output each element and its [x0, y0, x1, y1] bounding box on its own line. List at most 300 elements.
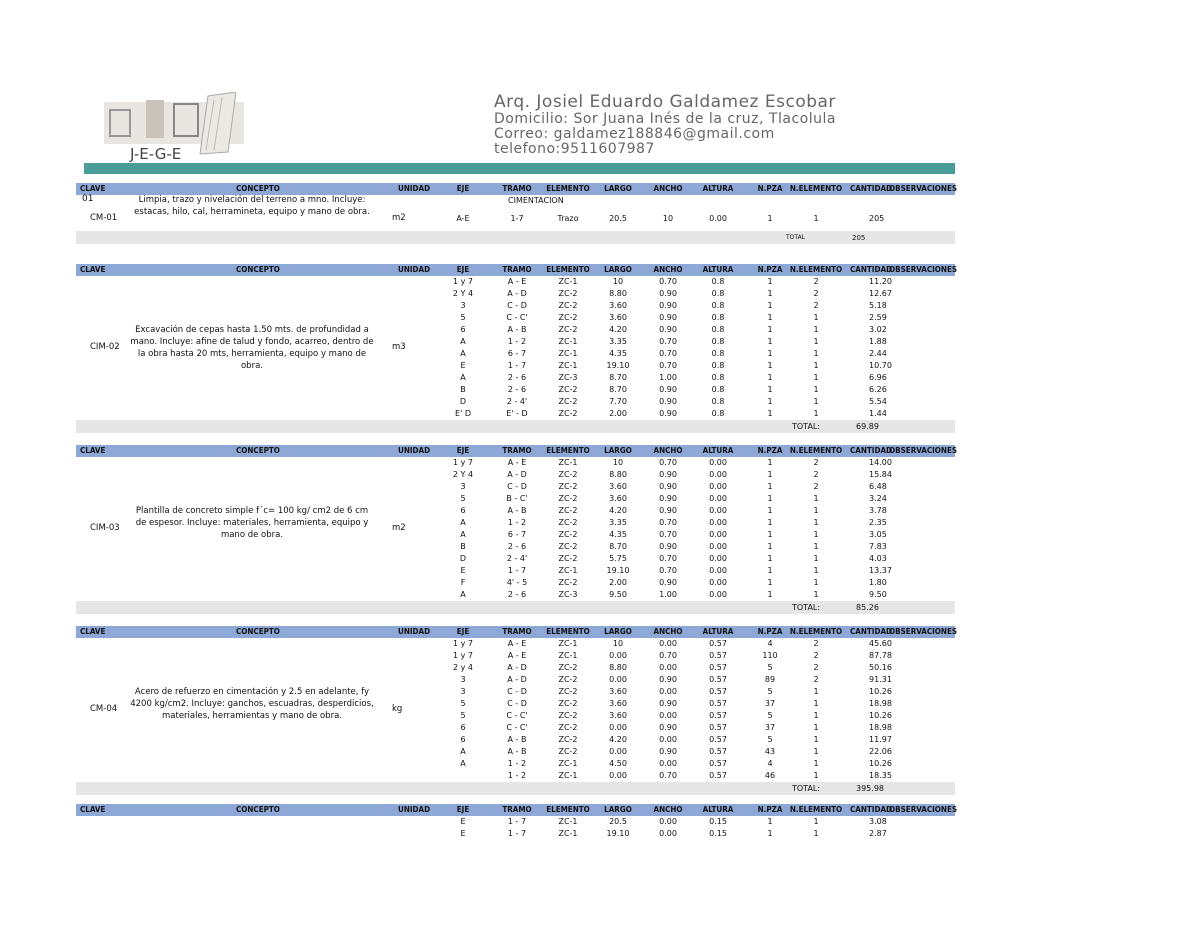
table-cell: 1 y 7: [453, 277, 473, 286]
table-cell: 1: [767, 385, 773, 394]
table-cell: 10: [612, 458, 624, 467]
table-cell: ZC-2: [558, 735, 578, 744]
table-cell: ZC-2: [558, 663, 578, 672]
table-cell: 13.37: [869, 566, 892, 575]
table-cell: 4' - 5: [506, 578, 528, 587]
table-cell: 0.15: [709, 829, 727, 838]
column-header-n-pza: N.PZA: [757, 627, 783, 636]
table-cell: ZC-2: [558, 494, 578, 503]
column-header-largo: LARGO: [604, 805, 632, 814]
table-cell: 6: [460, 723, 466, 732]
column-header-altura: ALTURA: [702, 627, 734, 636]
table-cell: ZC-2: [558, 289, 578, 298]
table-cell: 45.60: [869, 639, 892, 648]
table-cell: 10: [612, 639, 624, 648]
total-label: TOTAL:: [792, 603, 821, 612]
column-header-elemento: ELEMENTO: [546, 184, 590, 193]
table-cell: 0.8: [711, 397, 725, 406]
budget-section: [76, 445, 958, 614]
table-cell: 7.83: [869, 542, 887, 551]
table-header-row: [76, 445, 958, 457]
table-cell: 0.00: [709, 506, 727, 515]
column-header-tramo: TRAMO: [502, 805, 532, 814]
table-cell: 2 - 6: [507, 373, 527, 382]
table-cell: A: [460, 349, 466, 358]
table-cell: 19.10: [606, 361, 630, 370]
table-cell: 6.48: [869, 482, 887, 491]
table-cell: B: [460, 385, 466, 394]
table-cell: 1 - 2: [507, 771, 527, 780]
table-cell: ZC-1: [558, 829, 578, 838]
table-cell: 8.80: [609, 663, 627, 672]
table-cell: 0.90: [659, 542, 677, 551]
column-header-clave: CLAVE: [80, 627, 106, 636]
table-row: [76, 276, 955, 288]
table-cell: 3.60: [609, 301, 627, 310]
column-header-n-elemento: N.ELEMENTO: [789, 184, 843, 193]
table-cell: 0.00: [659, 711, 677, 720]
total-value: 85.26: [856, 603, 879, 612]
table-cell: ZC-2: [558, 482, 578, 491]
table-cell: 0.00: [709, 530, 727, 539]
table-cell: C - C': [506, 723, 528, 732]
table-cell: 1: [813, 385, 819, 394]
table-row: [76, 662, 955, 674]
table-cell: 0.57: [709, 771, 727, 780]
table-cell: ZC-2: [558, 518, 578, 527]
table-cell: ZC-1: [558, 566, 578, 575]
table-cell: 1: [813, 530, 819, 539]
table-cell: 14.00: [869, 458, 892, 467]
budget-section: [76, 626, 958, 795]
table-cell: ZC-2: [558, 530, 578, 539]
table-row: [76, 396, 955, 408]
table-cell: 2 - 6: [507, 590, 527, 599]
table-cell: 1.44: [869, 409, 887, 418]
column-header-tramo: TRAMO: [502, 265, 532, 274]
table-header-row: [76, 626, 958, 638]
table-cell: 1: [767, 301, 773, 310]
column-header-eje: EJE: [456, 184, 470, 193]
table-cell: D: [459, 554, 467, 563]
table-row: [76, 722, 955, 734]
table-cell: 0.00: [659, 687, 677, 696]
table-cell: 6 - 7: [507, 349, 527, 358]
table-cell: 5: [460, 699, 466, 708]
unit-text: m2: [392, 523, 406, 533]
table-cell: A: [460, 373, 466, 382]
column-header-observaciones: OBSERVACIONES: [889, 627, 958, 636]
table-cell: 1 - 2: [507, 518, 527, 527]
table-cell: 5: [460, 313, 466, 322]
table-cell: 4: [767, 639, 773, 648]
column-header-cantidad: CANTIDAD: [850, 265, 892, 274]
table-cell: 1: [813, 325, 819, 334]
table-cell: ZC-2: [558, 711, 578, 720]
table-cell: 1 - 2: [507, 337, 527, 346]
table-cell: 0.90: [659, 723, 677, 732]
table-cell: 2.44: [869, 349, 887, 358]
table-cell: 10: [662, 214, 674, 223]
table-cell: 0.00: [709, 566, 727, 575]
table-cell: 1 - 7: [507, 817, 527, 826]
table-cell: 2.87: [869, 829, 887, 838]
table-cell: 1: [767, 289, 773, 298]
table-cell: 4.20: [609, 735, 627, 744]
column-header-n-elemento: N.ELEMENTO: [789, 446, 843, 455]
table-cell: F: [460, 578, 466, 587]
table-cell: 10.26: [869, 759, 892, 768]
table-cell: ZC-1: [558, 458, 578, 467]
table-cell: 10.26: [869, 711, 892, 720]
concept-text: Acero de refuerzo en cimentación y 2.5 en adelante, fy 4200 kg/cm2. Incluye: ganchos, escuadras, desperdicios, materiales, herramientas y mano de obra.: [130, 687, 374, 721]
table-cell: 1: [767, 566, 773, 575]
table-cell: 1: [767, 482, 773, 491]
table-cell: 0.00: [659, 759, 677, 768]
table-cell: 1: [767, 590, 773, 599]
table-cell: 1: [767, 578, 773, 587]
table-cell: 0.90: [659, 747, 677, 756]
table-cell: A - B: [507, 735, 527, 744]
table-row: [76, 469, 955, 481]
total-label: TOTAL:: [792, 784, 821, 793]
table-cell: 37: [764, 723, 776, 732]
table-cell: 4: [767, 759, 773, 768]
table-cell: 1: [767, 349, 773, 358]
table-cell: 20.5: [609, 214, 627, 223]
table-cell: 2 - 4': [506, 397, 528, 406]
table-cell: 0.8: [711, 349, 725, 358]
table-cell: A: [460, 337, 466, 346]
table-cell: 10: [612, 277, 624, 286]
table-cell: 2.00: [609, 409, 627, 418]
table-cell: 3.08: [869, 817, 887, 826]
table-cell: 0.90: [659, 385, 677, 394]
table-cell: 0.90: [659, 409, 677, 418]
table-cell: 0.90: [659, 699, 677, 708]
table-cell: 3.60: [609, 482, 627, 491]
table-cell: A - E: [507, 277, 527, 286]
table-cell: 0.90: [659, 301, 677, 310]
table-cell: A: [460, 530, 466, 539]
column-header-ancho: ANCHO: [653, 805, 683, 814]
column-header-n-elemento: N.ELEMENTO: [789, 627, 843, 636]
table-cell: B - C': [506, 494, 528, 503]
table-cell: ZC-2: [558, 409, 578, 418]
column-header-unidad: UNIDAD: [398, 446, 431, 455]
table-cell: 1.80: [869, 578, 887, 587]
table-cell: 1: [767, 554, 773, 563]
table-cell: 18.98: [869, 723, 892, 732]
table-cell: 3.35: [609, 518, 627, 527]
table-row: [76, 541, 955, 553]
table-cell: 6: [460, 735, 466, 744]
concept-text: Plantilla de concreto simple f´c= 100 kg/ cm2 de 6 cm de espesor. Incluye: materiales, herramienta, equipo y mano de obra.: [135, 506, 369, 540]
table-cell: 1: [813, 735, 819, 744]
column-header-eje: EJE: [456, 446, 470, 455]
table-cell: 0.70: [659, 458, 677, 467]
table-cell: A - D: [507, 675, 527, 684]
table-cell: ZC-2: [558, 723, 578, 732]
table-row: [76, 300, 955, 312]
clave-code: CM-01: [90, 213, 118, 223]
table-row: [76, 589, 955, 601]
column-header-largo: LARGO: [604, 627, 632, 636]
table-cell: 1: [767, 829, 773, 838]
table-cell: 5: [767, 663, 773, 672]
table-cell: 18.35: [869, 771, 892, 780]
total-row: [76, 231, 955, 244]
table-cell: 1: [813, 409, 819, 418]
table-cell: C - D: [507, 301, 527, 310]
table-cell: 0.57: [709, 675, 727, 684]
table-cell: 3.05: [869, 530, 887, 539]
table-cell: 1: [813, 397, 819, 406]
table-cell: 2: [813, 663, 819, 672]
column-header-elemento: ELEMENTO: [546, 265, 590, 274]
column-header-concepto: CONCEPTO: [236, 446, 280, 455]
column-header-cantidad: CANTIDAD: [850, 184, 892, 193]
total-value: 69.89: [856, 422, 879, 431]
table-cell: 1.00: [659, 590, 677, 599]
table-cell: 0.00: [659, 817, 677, 826]
budget-section: [76, 183, 958, 244]
table-cell: 2: [813, 289, 819, 298]
table-cell: 10.70: [869, 361, 892, 370]
table-row: [76, 674, 955, 686]
table-cell: 5: [460, 711, 466, 720]
table-cell: 1: [767, 313, 773, 322]
column-header-observaciones: OBSERVACIONES: [889, 184, 958, 193]
table-cell: ZC-1: [558, 759, 578, 768]
column-header-largo: LARGO: [604, 446, 632, 455]
table-cell: 91.31: [869, 675, 892, 684]
column-header-elemento: ELEMENTO: [546, 805, 590, 814]
table-cell: ZC-3: [558, 590, 578, 599]
table-cell: 3.60: [609, 494, 627, 503]
table-cell: 7.70: [609, 397, 627, 406]
table-cell: 8.80: [609, 289, 627, 298]
column-header-altura: ALTURA: [702, 265, 734, 274]
table-cell: 205: [869, 214, 885, 223]
table-cell: D: [459, 397, 467, 406]
table-cell: ZC-1: [558, 639, 578, 648]
table-cell: 5: [767, 735, 773, 744]
table-cell: 1: [813, 554, 819, 563]
table-cell: 0.00: [709, 578, 727, 587]
table-cell: 3: [460, 301, 466, 310]
table-cell: 0.57: [709, 735, 727, 744]
table-row: [76, 288, 955, 300]
table-cell: 1 y 7: [453, 639, 473, 648]
table-cell: ZC-2: [558, 699, 578, 708]
table-cell: 1: [767, 506, 773, 515]
table-cell: 8.70: [609, 385, 627, 394]
column-header-unidad: UNIDAD: [398, 805, 431, 814]
table-cell: 19.10: [606, 829, 630, 838]
table-cell: 0.70: [659, 361, 677, 370]
table-row: [76, 565, 955, 577]
table-cell: 0.8: [711, 361, 725, 370]
table-cell: 1: [767, 409, 773, 418]
table-cell: 5: [767, 711, 773, 720]
table-cell: 2: [813, 639, 819, 648]
column-header-tramo: TRAMO: [502, 446, 532, 455]
table-cell: 1: [813, 759, 819, 768]
concept-text: Limpia, trazo y nivelación del terreno a mno. Incluye: estacas, hilo, cal, herramineta, equipo y mano de obra.: [134, 195, 370, 217]
table-cell: 5.18: [869, 301, 887, 310]
table-cell: 1: [767, 542, 773, 551]
column-header-cantidad: CANTIDAD: [850, 627, 892, 636]
table-cell: 2 - 6: [507, 542, 527, 551]
table-cell: 0.70: [659, 337, 677, 346]
table-cell: 1-7: [510, 214, 524, 223]
table-cell: 0.00: [609, 771, 627, 780]
budget-section: [76, 804, 958, 840]
section-label: CIMENTACION: [508, 196, 564, 205]
table-cell: ZC-1: [558, 277, 578, 286]
column-header-largo: LARGO: [604, 265, 632, 274]
table-cell: 6.96: [869, 373, 887, 382]
table-cell: 2 y 4: [453, 663, 473, 672]
table-cell: 10.26: [869, 687, 892, 696]
table-row: [76, 638, 955, 650]
address-line: Domicilio: Sor Juana Inés de la cruz, Tlacolula: [494, 111, 836, 127]
column-header-tramo: TRAMO: [502, 627, 532, 636]
table-cell: 3.60: [609, 711, 627, 720]
table-cell: ZC-1: [558, 771, 578, 780]
table-cell: 0.90: [659, 289, 677, 298]
table-cell: A-E: [456, 214, 470, 223]
table-cell: 0.00: [659, 735, 677, 744]
table-cell: 1: [767, 277, 773, 286]
table-cell: 3: [460, 687, 466, 696]
column-header-unidad: UNIDAD: [398, 627, 431, 636]
table-cell: 15.84: [869, 470, 892, 479]
table-cell: A - D: [507, 470, 527, 479]
table-cell: 1: [813, 494, 819, 503]
table-cell: 0.00: [609, 723, 627, 732]
table-row: [76, 493, 955, 505]
clave-code: CIM-02: [90, 342, 120, 352]
table-cell: 1.00: [659, 373, 677, 382]
table-cell: ZC-2: [558, 470, 578, 479]
table-cell: 0.90: [659, 397, 677, 406]
table-cell: 2: [813, 458, 819, 467]
table-cell: 9.50: [869, 590, 887, 599]
table-cell: ZC-2: [558, 397, 578, 406]
table-cell: 1: [767, 361, 773, 370]
table-cell: 0.57: [709, 723, 727, 732]
table-row: [76, 312, 955, 324]
table-cell: 2 - 4': [506, 554, 528, 563]
accent-bar: [84, 163, 955, 174]
table-cell: 1: [767, 494, 773, 503]
table-cell: 1 - 7: [507, 361, 527, 370]
company-logo: [96, 92, 266, 162]
table-cell: C - D: [507, 699, 527, 708]
table-cell: C - D: [507, 687, 527, 696]
table-cell: 0.70: [659, 518, 677, 527]
table-header-row: [76, 804, 958, 816]
table-cell: 1: [813, 542, 819, 551]
table-cell: 2: [813, 277, 819, 286]
table-cell: 8.80: [609, 470, 627, 479]
table-cell: 87.78: [869, 651, 892, 660]
table-cell: 8.70: [609, 373, 627, 382]
table-cell: ZC-2: [558, 542, 578, 551]
table-cell: ZC-1: [558, 651, 578, 660]
column-header-unidad: UNIDAD: [398, 184, 431, 193]
table-cell: A: [460, 747, 466, 756]
table-cell: C - C': [506, 711, 528, 720]
column-header-n-elemento: N.ELEMENTO: [789, 265, 843, 274]
table-cell: 5.75: [609, 554, 627, 563]
table-cell: 1: [813, 817, 819, 826]
column-header-n-pza: N.PZA: [757, 265, 783, 274]
table-cell: 20.5: [609, 817, 627, 826]
table-cell: 2.59: [869, 313, 887, 322]
column-header-altura: ALTURA: [702, 184, 734, 193]
table-cell: 1: [767, 337, 773, 346]
table-cell: 0.8: [711, 313, 725, 322]
total-value: 395.98: [856, 784, 884, 793]
table-cell: 0.57: [709, 747, 727, 756]
column-header-n-pza: N.PZA: [757, 805, 783, 814]
table-cell: 0.57: [709, 699, 727, 708]
table-cell: E: [460, 829, 466, 838]
table-cell: ZC-2: [558, 687, 578, 696]
table-cell: 0.90: [659, 494, 677, 503]
table-cell: ZC-2: [558, 385, 578, 394]
table-cell: 11.97: [869, 735, 892, 744]
table-cell: ZC-2: [558, 506, 578, 515]
table-cell: 0.90: [659, 578, 677, 587]
table-row: [76, 577, 955, 589]
table-cell: 0.00: [659, 639, 677, 648]
table-cell: 1: [813, 687, 819, 696]
unit-text: kg: [392, 704, 403, 714]
table-cell: 11.20: [869, 277, 892, 286]
table-cell: 2 Y 4: [452, 470, 474, 479]
table-cell: ZC-1: [558, 361, 578, 370]
table-cell: 4.20: [609, 506, 627, 515]
table-cell: 110: [762, 651, 778, 660]
table-cell: ZC-2: [558, 747, 578, 756]
column-header-observaciones: OBSERVACIONES: [889, 805, 958, 814]
column-header-altura: ALTURA: [702, 805, 734, 814]
table-cell: ZC-2: [558, 578, 578, 587]
table-cell: 6: [460, 506, 466, 515]
table-cell: 46: [764, 771, 776, 780]
table-cell: A - E: [507, 458, 527, 467]
table-cell: 18.98: [869, 699, 892, 708]
table-cell: 0.8: [711, 277, 725, 286]
total-label: TOTAL: [786, 234, 806, 241]
table-cell: 1 y 7: [453, 458, 473, 467]
table-cell: E' - D: [506, 409, 528, 418]
table-cell: 2.35: [869, 518, 887, 527]
column-header-elemento: ELEMENTO: [546, 627, 590, 636]
table-cell: 0.70: [659, 277, 677, 286]
table-cell: 3.35: [609, 337, 627, 346]
table-cell: 3: [460, 482, 466, 491]
total-row: [76, 782, 955, 795]
table-cell: 1: [813, 566, 819, 575]
table-cell: 4.35: [609, 530, 627, 539]
table-cell: ZC-2: [558, 554, 578, 563]
table-cell: 0.8: [711, 409, 725, 418]
